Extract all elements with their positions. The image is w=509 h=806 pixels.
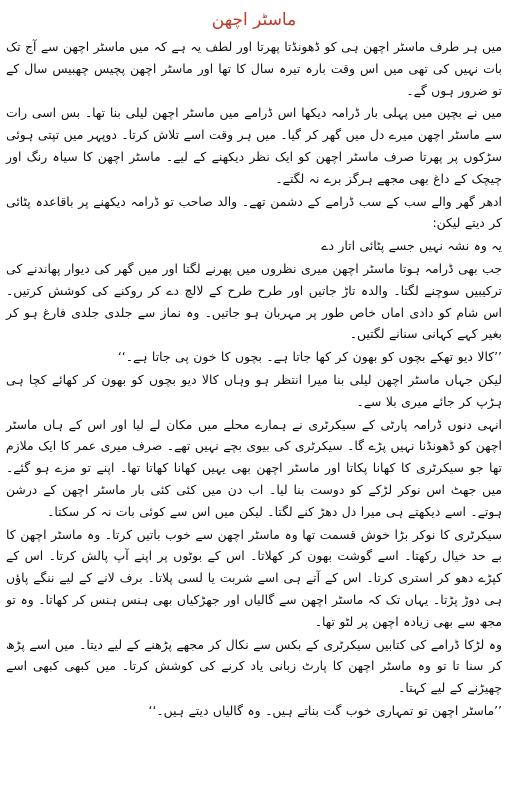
- page-title: ماسٹر اچھن: [211, 10, 297, 30]
- paragraph: لیکن جہاں ماسٹر اچھن لیلی بنا میرا انتظر ہو وہاں کالا دیو بچوں کو بھون کر کھائے کچا ہی ہڑپ کر جائے میری بلا سے۔: [6, 371, 502, 409]
- paragraph: ادھر گھر والے سب کے سب ڈرامے کے دشمن تھے۔ والد صاحب تو ڈرامہ دیکھنے پر باقاعدہ پٹائی کر دیتے لیکن:: [6, 193, 502, 231]
- paragraph: انہی دنوں ڈرامہ پارٹی کے سیکرٹری نے ہمارے محلے میں مکان لے لیا اور اس کے ہاں ماسٹر اچھن کو ڈھونڈنا نہیں پڑے گا۔ سیکرٹری کی بیوی بچے نہیں تھے۔ صرف میری عمر کا ایک ملازم تھا جو سیکرٹری کا کھانا پکاتا اور ماسٹر اچھن بھی یہیں کھانا کھاتا تھا۔ اپنے تو مزے ہو گئے۔ میں جھٹ اس نوکر لڑکے کو دوست بنا لیا۔ اب دن میں کئی کئی بار ماسٹر اچھن کے درشن ہوتے۔ اسے دیکھتے ہی میرا دل دھڑ کنے لگتا۔ لیکن میں اس سے کوئی بات نہ کر سکتا۔: [6, 416, 502, 519]
- document-page: [6, 6, 502, 802]
- paragraph: جب بھی ڈرامہ ہوتا ماسٹر اچھن میری نظروں میں پھرنے لگتا اور میں گھر کی دیوار پھاندنے کی ترکیبیں سوچنے لگتا۔ والدہ تاڑ جاتیں اور طرح طرح کے لالچ دے کر روکنے کی کوشش کرتیں۔ اس شام کو دادی اماں خاص طور پر مہربان ہو جاتیں۔ وہ نماز سے جلدی جلدی فارغ ہو کر بغیر کہے کہانی سنانے لگتیں۔: [6, 260, 502, 342]
- paragraph: سیکرٹری کا نوکر بڑا خوش قسمت تھا وہ ماسٹر اچھن سے خوب باتیں کرتا۔ وہ ماسٹر اچھن کا بے حد خیال رکھتا۔ اسے گوشت بھون کر کھلاتا۔ اس کے بوٹوں پر اپنے آپ پالش کرتا۔ اس کے کپڑے دھو کر استری کرتا۔ اس کے آتے ہی اسے شربت یا لسی پلاتا۔ برف لانے کے لیے ننگے پاؤں ہی دوڑ پڑتا۔ یہاں تک کہ ماسٹر اچھن سے گالیاں اور جھڑکیاں بھی ہنس ہنس کر کھاتا۔ وہ تو مجھ سے بھی زیادہ اچھن پر لٹو تھا۔: [6, 526, 502, 629]
- paragraph: میں ہر طرف ماسٹر اچھن ہی کو ڈھونڈتا پھرتا اور لطف یہ ہے کہ میں ماسٹر اچھن سے آج تک بات نہیں کی تھی میں اس وقت بارہ تیرہ سال کا تھا اور ماسٹر اچھن پچیس چھبیس سال کے تو ضرور ہوں گے۔: [6, 39, 502, 98]
- verse-line: یہ وہ نشہ نہیں جسے پٹائی اتار دے: [321, 238, 502, 254]
- quote: ’’کالا دیو تھکے بچوں کو بھون کر کھا جاتا ہے۔ بچوں کا خون پی جاتا ہے۔‘‘: [117, 349, 502, 365]
- body-text: [6, 36, 502, 722]
- paragraph: وہ لڑکا ڈرامے کی کتابیں سیکرٹری کے بکس سے نکال کر مجھے پڑھنے کے لیے دیتا۔ میں اسے پڑھ کر سنا تا تو وہ ماسٹر اچھن کا پارٹ زبانی یاد کرنے کی کوشش کرتا۔ میں کبھی کبھی اسے چھیڑنے کے لیے کہتا۔: [6, 636, 502, 696]
- paragraph: میں نے بچپن میں پہلی بار ڈرامہ دیکھا اس ڈرامے میں ماسٹر اچھن لیلی بنا تھا۔ بس اسی رات سے ماسٹر اچھن میرے دل میں گھر کر گیا۔ میں ہر وقت اسے تلاش کرتا۔ دوپہر میں تپتی ہوئی سڑکوں پر پھرتا صرف ماسٹر اچھن کو ایک نظر دیکھنے کے لیے۔ ماسٹر اچھن کا سیاہ رنگ اور چیچک کے داغ بھی مجھے ہرگز برے نہ لگتے۔: [6, 105, 502, 186]
- quote: ’’ماسٹر اچھن تو تمہاری خوب گت بناتے ہیں۔ وہ گالیاں دیتے ہیں۔‘‘: [148, 702, 502, 718]
